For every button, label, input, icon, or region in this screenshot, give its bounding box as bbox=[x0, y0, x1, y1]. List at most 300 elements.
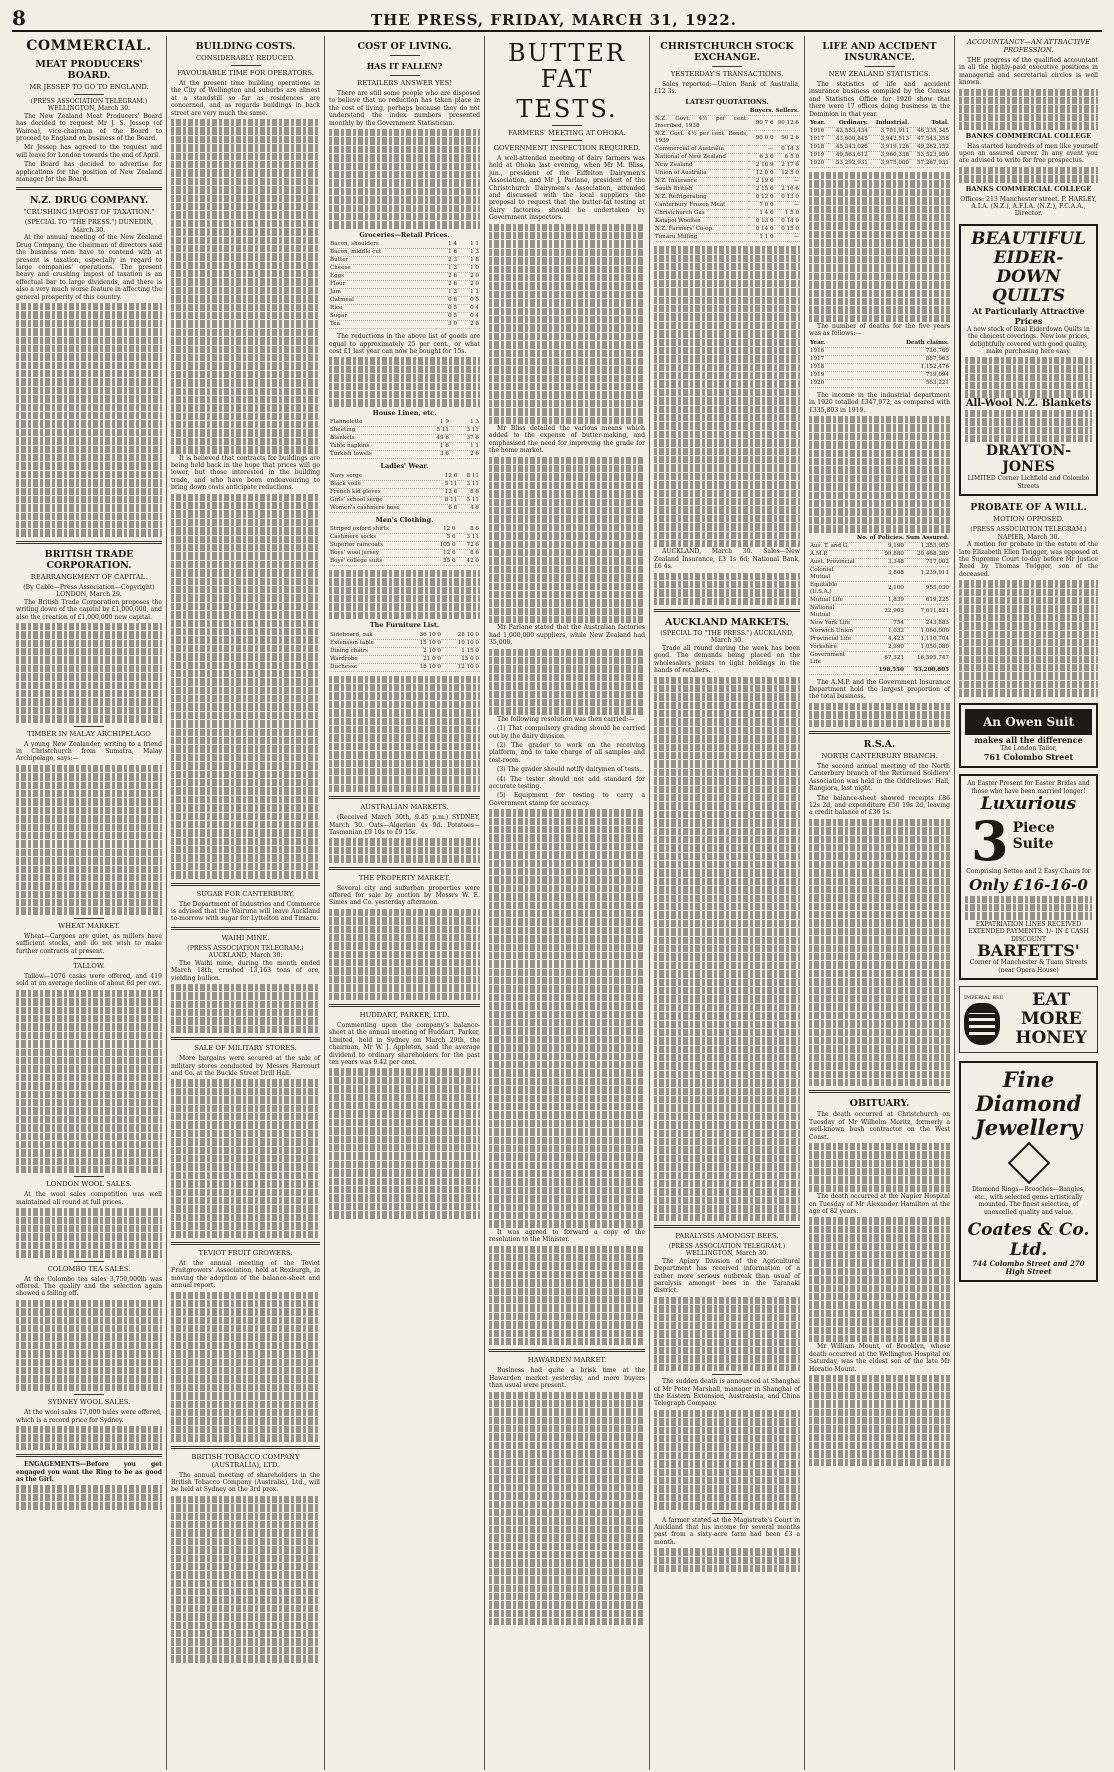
table-cell: 8 11 bbox=[458, 473, 480, 481]
table-cell: 49,262,152 bbox=[910, 144, 950, 152]
table-cell: 1 4 6 bbox=[749, 210, 775, 218]
table-cell: Girls' school serge bbox=[329, 496, 437, 504]
table-cell: 99,880 bbox=[856, 550, 905, 558]
section-heading: COMMERCIAL. bbox=[26, 38, 152, 54]
article-heading: OBITUARY. bbox=[849, 1098, 910, 1110]
article-paragraph: The death occurred at Christchurch on Tuesday of Mr Wilhelm Moritz, formerly a well-known bush contractor on the West Coast. bbox=[809, 1111, 950, 1141]
table-cell: 90 7 6 bbox=[749, 116, 775, 131]
table-row bbox=[329, 526, 480, 534]
article-headline: BUTTER FAT bbox=[508, 39, 626, 93]
offices-table bbox=[809, 535, 950, 675]
table-cell: Kaiapoi Woollen bbox=[654, 218, 749, 226]
dateline: (SPECIAL TO "THE PRESS.") AUCKLAND, March 30. bbox=[660, 630, 794, 645]
table-cell: — bbox=[775, 202, 800, 210]
dateline: (PRESS ASSOCIATION TELEGRAM.) AUCKLAND, March 30. bbox=[187, 944, 304, 960]
ad-text: Diamond Rings—Brooches—Bangles, etc., with selected gems artistically mounted. The finest selection, of unexcelled quality and value. bbox=[972, 1186, 1085, 1216]
article-subheading: COLOMBO TEA SALES. bbox=[47, 1264, 131, 1273]
table-cell: Jam bbox=[329, 289, 436, 297]
table-cell: 6 5 0 bbox=[775, 154, 800, 162]
table-cell: 2 10 0 bbox=[404, 647, 442, 655]
table-cell: Cheese bbox=[329, 265, 436, 273]
article-subheading: THE PROPERTY MARKET. bbox=[358, 873, 451, 882]
table-cell: 0 12 0 bbox=[749, 194, 775, 202]
table-cell: 42 0 bbox=[457, 557, 480, 565]
table-cell: 72 6 bbox=[457, 541, 480, 549]
table-cell: 5 11 bbox=[458, 496, 480, 504]
groceries-table bbox=[329, 241, 480, 329]
table-row bbox=[809, 128, 950, 136]
table-cell: 2 15 6 bbox=[749, 186, 775, 194]
household-table bbox=[329, 419, 480, 459]
table-row bbox=[329, 549, 480, 557]
ad-title: Jewellery bbox=[974, 1115, 1083, 1141]
table-cell: 1 15 0 bbox=[442, 647, 480, 655]
table-cell: 8 6 bbox=[458, 488, 480, 496]
table-cell: 1916 bbox=[809, 347, 848, 355]
article-subheading: AUSTRALIAN MARKETS. bbox=[360, 803, 449, 812]
honey-ad bbox=[959, 986, 1098, 1053]
ad-text: THE progress of the qualified accountant in all the highly-paid executive positions in managerial and secretarial circles is well known. bbox=[959, 57, 1098, 87]
table-header-cell bbox=[654, 108, 749, 116]
table-cell: 3,942,513 bbox=[869, 136, 910, 144]
table-cell: 18 10 0 bbox=[404, 663, 442, 671]
table-cell: 3,348 bbox=[856, 558, 905, 566]
table-cell: 1,152,476 bbox=[848, 363, 950, 371]
article-paragraph: The number of deaths for the five years was as follows:— bbox=[809, 323, 950, 338]
article-paragraph: At the annual meeting of the Teviot Fruitgrowers' Association, held at Roxburgh, in moving the adoption of the balance-sheet and annual report. bbox=[171, 1259, 320, 1290]
article-subheading: HUDDART, PARKER, LTD. bbox=[359, 1011, 450, 1020]
table-cell: 1 3 bbox=[436, 265, 458, 273]
table-cell: 2 16 6 bbox=[775, 186, 800, 194]
table-row bbox=[329, 443, 480, 451]
table-header-cell: Buyers. bbox=[749, 108, 774, 115]
table-cell bbox=[809, 666, 856, 674]
ad-title: Luxurious bbox=[980, 794, 1077, 815]
table-row bbox=[809, 363, 950, 371]
table-row bbox=[809, 550, 950, 558]
table-cell: N.Z. Govt. 4½ per cent. Bonds, 1939 bbox=[655, 131, 748, 145]
ad-text: EXPATRIATION LINES RECEIVED EXTENDED PAYMENTS. 1/- IN £ CASH DISCOUNT bbox=[968, 920, 1089, 943]
ad-subtitle: At Particularly Attractive Prices bbox=[972, 305, 1085, 326]
table-row bbox=[654, 178, 800, 186]
furniture-table bbox=[329, 632, 480, 672]
table-cell: 2,100 bbox=[856, 581, 905, 596]
ad-title: EAT bbox=[1032, 990, 1071, 1011]
dateline: (PRESS ASSOCIATION TELEGRAM.) WELLINGTON, March 30. bbox=[30, 98, 148, 113]
table-cell: 0 4 bbox=[458, 305, 480, 313]
ad-heading: ACCOUNTANCY—AN ATTRACTIVE PROFESSION. bbox=[966, 38, 1091, 54]
ad-heading: BANKS COMMERCIAL COLLEGE bbox=[965, 184, 1092, 193]
table-cell: 3 11 bbox=[458, 480, 480, 488]
article-paragraph: Mr William Mount, of Brooklyn, whose death occurred at the Wellington Hospital on Saturday, was the eldest son of the late Mr Horatio Mount. bbox=[809, 1343, 950, 1373]
ad-text: 744 Colombo Street and 270 High Street bbox=[972, 1259, 1085, 1276]
table-cell: Eggs bbox=[329, 273, 436, 281]
table-header-row bbox=[654, 108, 800, 116]
table-row bbox=[329, 273, 480, 281]
table-cell: 67,321 bbox=[856, 651, 905, 666]
table-cell: Canterbury Frozen Meat bbox=[654, 202, 749, 210]
article-paragraph: At the present time building operations in the City of Wellington and suburbs are almost at a standstill so far as residences are concerned, and as regards buildings in back street are very much the same. bbox=[171, 80, 320, 117]
table-cell: 47,543,358 bbox=[910, 136, 950, 144]
table-row bbox=[809, 136, 950, 144]
table-cell: Bacon, shoulders bbox=[329, 241, 436, 249]
table-cell: 955,030 bbox=[905, 581, 950, 596]
table-row bbox=[329, 647, 480, 655]
article-paragraph: Sales reported:—Union Bank of Australia, £12 3s. bbox=[654, 81, 800, 96]
table-cell: National Mutual bbox=[809, 604, 856, 619]
article-heading: COST OF LIVING. bbox=[357, 41, 452, 52]
table-cell: N.Z. Insurance bbox=[654, 178, 749, 186]
table-cell: 12 6 bbox=[427, 549, 456, 557]
masthead-title: THE PRESS, FRIDAY, MARCH 31, 1922. bbox=[370, 11, 737, 29]
table-cell: National of New Zealand bbox=[654, 154, 749, 162]
resolution-item: (2) The grader to work on the receiving platform, and to take charge of all samples and test-room. bbox=[489, 742, 645, 764]
table-row bbox=[329, 289, 480, 297]
article-heading: MEAT PRODUCERS' BOARD. bbox=[35, 59, 143, 81]
table-cell: 55 0 bbox=[427, 557, 456, 565]
table-cell: 16,595,747 bbox=[905, 651, 950, 666]
eiderdown-ad bbox=[959, 224, 1098, 497]
article-paragraph: Wheat—Cargoes are quiet, as millers have sufficient stocks, and do not wish to make further contracts at present. bbox=[16, 932, 162, 955]
table-cell: 3 0 bbox=[436, 321, 458, 329]
ad-subtitle: All-Wool N.Z. Blankets bbox=[965, 397, 1092, 409]
table-cell: 1919 bbox=[809, 152, 829, 160]
table-cell: 90 12 6 bbox=[775, 116, 800, 131]
table-row bbox=[654, 131, 800, 146]
table-row bbox=[809, 643, 950, 651]
table-cell: 754 bbox=[856, 619, 905, 627]
table-total-row bbox=[809, 666, 950, 674]
ad-text: An Easter Present for Easter Brides and those who have been married longer! bbox=[967, 780, 1090, 795]
table-row bbox=[809, 581, 950, 596]
table-header-cell: Sum Assured. bbox=[905, 534, 949, 541]
article-subheading: "CRUSHING IMPOST OF TAXATION." bbox=[23, 208, 155, 217]
table-cell: 0 6 bbox=[436, 297, 458, 305]
ad-text: Has started hundreds of men like yourself upon an assured career. In any event you are advised to write for free prospectus. bbox=[959, 142, 1098, 165]
table-cell: New Zealand bbox=[654, 162, 749, 170]
article-heading: N.Z. DRUG COMPANY. bbox=[29, 195, 149, 207]
table-row bbox=[329, 297, 480, 305]
article-subheading: YESTERDAY'S TRANSACTIONS. bbox=[670, 70, 784, 78]
table-cell: 2 19 6 bbox=[749, 178, 775, 186]
table-row bbox=[809, 347, 950, 355]
table-cell: Government Life bbox=[809, 651, 856, 666]
dateline: (By Cable—Press Association—Copyright) LONDON, March 29. bbox=[23, 583, 155, 599]
table-cell: 1 8 bbox=[458, 257, 480, 265]
table-cell: 3,960,338 bbox=[869, 152, 910, 160]
ad-big-number: 3 bbox=[971, 814, 1009, 869]
article-paragraph: At the annual meeting of the New Zealand Drug Company, the chairman of directors said the business men have to contend with at present is taxation, especially in regard to large companies' operations. The present heavy and crushing impost of taxation is an effectual bar to large dividends, and there is also a very much worse feature in affecting the general prosperity of this country. bbox=[16, 234, 162, 301]
table-cell: 7 0 0 bbox=[749, 202, 775, 210]
article-subheading: FARMERS' MEETING AT OHOKA. bbox=[508, 129, 626, 137]
table-row bbox=[809, 596, 950, 604]
insurance-totals-table bbox=[809, 120, 950, 168]
article-paragraph: The Apiary Division of the Agricultural Department has received information of a rather more serious outbreak than usual of paralysis amongst bees in the Taranaki district. bbox=[654, 1257, 800, 1295]
table-cell: Oatmeal bbox=[329, 297, 436, 305]
table-row bbox=[654, 226, 800, 234]
dateline: (PRESS ASSOCIATION TELEGRAM.) WELLINGTON, March 30. bbox=[668, 1242, 786, 1258]
table-cell: Extension table bbox=[329, 639, 404, 647]
table-cell: 719,094 bbox=[848, 371, 950, 379]
table-cell: Duchesse bbox=[329, 663, 404, 671]
table-cell: 1 1 bbox=[458, 241, 480, 249]
article-paragraph: Mr Parlane stated that the Australian factories had 1,000,000 suppliers, while New Zealand had 35,000. bbox=[489, 624, 645, 647]
table-cell: 2 0 bbox=[458, 273, 480, 281]
article-paragraph: The Department of Industries and Commerce is advised that the Wairuna will leave Auckland to-morrow with sugar for Lyttelton and Timaru. bbox=[171, 900, 320, 923]
resolution-item: (1) That compulsory grading should be carried out by the dairy division. bbox=[489, 725, 645, 740]
column-stock-exchange bbox=[650, 36, 805, 1770]
table-caption: The Furniture List. bbox=[369, 621, 440, 630]
table-cell: Superior raincoats bbox=[329, 541, 427, 549]
table-cell: Colonial Mutual bbox=[809, 566, 856, 581]
table-cell: 21 0 0 bbox=[404, 655, 442, 663]
article-subheading: LONDON WOOL SALES. bbox=[46, 1180, 132, 1189]
table-cell: 1 0 bbox=[458, 265, 480, 273]
ad-price: Only £16-16-0 bbox=[969, 875, 1088, 894]
ad-title: QUILTS bbox=[991, 285, 1066, 306]
table-header-cell: Ordinary. bbox=[829, 120, 869, 128]
table-header-cell: Industrial. bbox=[869, 120, 910, 128]
table-caption: Groceries—Retail Prices. bbox=[359, 230, 450, 239]
article-heading: CHRISTCHURCH STOCK EXCHANGE. bbox=[660, 41, 794, 63]
table-cell: A.M.P. bbox=[809, 550, 856, 558]
table-cell: 1 1 0 bbox=[749, 234, 775, 242]
table-cell: 1 5 0 bbox=[775, 210, 800, 218]
table-cell: Commercial of Australia bbox=[654, 146, 749, 154]
table-cell: 12 6 bbox=[437, 473, 459, 481]
table-cell: 8 6 bbox=[457, 549, 480, 557]
table-cell: 2 6 bbox=[436, 273, 458, 281]
page-number: 8 bbox=[12, 6, 26, 30]
table-cell: 2 3 bbox=[436, 257, 458, 265]
article-paragraph: The reductions in the above list of goods are equal to approximately 25 per cent., or what cost £1 last year can now be bought for 15s. bbox=[329, 333, 480, 355]
table-cell: Provincial Life bbox=[809, 635, 856, 643]
table-cell: 2 17 6 bbox=[775, 162, 800, 170]
article-paragraph: The A.M.P. and the Government Insurance Department hold the largest proportion of the total business. bbox=[809, 678, 950, 701]
table-cell: 1920 bbox=[809, 379, 848, 387]
ad-title: EIDER-DOWN bbox=[993, 247, 1064, 287]
table-cell: 37 6 bbox=[450, 435, 480, 443]
dateline: (PRESS ASSOCIATION TELEGRAM.) NAPIER, March 30. bbox=[970, 526, 1087, 541]
table-cell: 36 10 0 bbox=[404, 632, 442, 640]
table-cell: 3,808 bbox=[856, 566, 905, 581]
table-cell: 717,002 bbox=[905, 558, 950, 566]
article-paragraph: It is believed that contracts for buildings are being held back in the hope that prices will go lower, but those interested in the building trade, and who have been endeavouring to bring down costs anticipate reductions. bbox=[171, 454, 320, 492]
diamond-jewellery-ad bbox=[959, 1061, 1098, 1282]
table-row bbox=[654, 186, 800, 194]
table-cell: 3,919,126 bbox=[869, 144, 910, 152]
article-paragraph: Several city and suburban properties were offered for sale by auction by Messrs W. E. Simes and Co. yesterday afternoon. bbox=[329, 884, 480, 907]
article-subheading: GOVERNMENT INSPECTION REQUIRED. bbox=[493, 144, 641, 152]
table-cell: 619,225 bbox=[905, 596, 950, 604]
ad-text: The London Tailor, bbox=[1000, 744, 1057, 752]
article-paragraph: The New Zealand Meat Producers' Board has decided to request Mr J. S. Jessep (of Wairoa), vice-chairman of the Board to proceed to England on business of the Board. bbox=[16, 112, 162, 143]
table-cell: Flannelette bbox=[329, 419, 420, 427]
table-cell: Boys' college suits bbox=[329, 557, 427, 565]
table-cell: 12 5 0 bbox=[775, 170, 800, 178]
ad-title: Suite bbox=[1012, 836, 1054, 853]
table-cell: Rice bbox=[329, 305, 436, 313]
table-caption: Men's Clothing. bbox=[375, 515, 434, 524]
article-heading: AUCKLAND MARKETS. bbox=[665, 617, 789, 629]
table-row bbox=[329, 281, 480, 289]
death-claims-table bbox=[809, 340, 950, 388]
article-paragraph: Business had quite a brisk time at the Hawarden market yesterday, and more buyers than usual were present. bbox=[489, 1367, 645, 1390]
article-paragraph: Mr Bliss detailed the various means which added to the expense of butter-making, and emphasised the need for improving the grade for the home market. bbox=[489, 425, 645, 455]
table-cell: Blankets bbox=[329, 435, 420, 443]
barfetts-suite-ad bbox=[959, 774, 1098, 980]
table-header-row bbox=[809, 535, 950, 543]
column-butter-fat bbox=[485, 36, 650, 1770]
table-cell: 726,769 bbox=[848, 347, 950, 355]
table-row bbox=[329, 655, 480, 663]
table-row bbox=[809, 542, 950, 550]
table-cell: 1 3 bbox=[458, 249, 480, 257]
table-row bbox=[654, 202, 800, 210]
table-cell: 10 10 0 bbox=[442, 639, 480, 647]
table-cell: 0 14 0 bbox=[775, 218, 800, 226]
table-row bbox=[654, 170, 800, 178]
resolution-item: (3) The grader should notify dairymen of tests. bbox=[497, 766, 642, 774]
ad-text: LIMITED Corner Lichfield and Colombo Streets bbox=[967, 475, 1090, 490]
table-cell: 53,292,931 bbox=[829, 160, 869, 168]
table-cell: 5 11 bbox=[437, 480, 459, 488]
article-heading: LIFE AND ACCIDENT INSURANCE. bbox=[822, 41, 937, 63]
table-cell: Boys' wool jersey bbox=[329, 549, 427, 557]
article-paragraph: The Waihi mine, during the month ended March 18th, crushed 13,163 tons of ore, yielding bullion. bbox=[171, 959, 320, 982]
table-row bbox=[329, 241, 480, 249]
table-row bbox=[809, 651, 950, 666]
table-cell: 12 10 0 bbox=[442, 663, 480, 671]
table-cell: 1,110,704 bbox=[905, 635, 950, 643]
article-subheading: WAIHI MINE. bbox=[221, 933, 270, 942]
table-cell: South British bbox=[654, 186, 749, 194]
article-paragraph: The death occurred at the Napier Hospital on Tuesday of Mr Alexander Hamilton at the age of 82 years. bbox=[809, 1193, 950, 1216]
article-subheading: RETAILERS ANSWER YES! bbox=[357, 79, 452, 87]
table-caption: Ladies' Wear. bbox=[380, 462, 429, 471]
column-commercial bbox=[12, 36, 167, 1770]
ad-title: An Owen Suit bbox=[965, 709, 1092, 735]
table-cell: 5 11 bbox=[420, 427, 450, 435]
table-header-cell: Sellers. bbox=[775, 108, 799, 115]
table-cell: 0 14 0 bbox=[749, 226, 775, 234]
table-row bbox=[329, 473, 480, 481]
table-cell: 1 6 bbox=[436, 249, 458, 257]
table-header-cell: Total. bbox=[910, 120, 950, 128]
table-cell: 1 1 bbox=[450, 443, 480, 451]
article-subheading: MOTION OPPOSED. bbox=[993, 515, 1064, 524]
table-cell: 15 10 0 bbox=[404, 639, 442, 647]
article-subheading: SYDNEY WOOL SALES. bbox=[47, 1398, 131, 1407]
article-paragraph: The Board has decided to advertise for applications for the position of New Zealand manager for the Board. bbox=[16, 161, 162, 184]
column-insurance bbox=[805, 36, 955, 1770]
table-cell: 1 3 bbox=[436, 289, 458, 297]
table-cell: 4 6 bbox=[458, 504, 480, 512]
article-paragraph: A motion for probate in the estate of the late Elizabeth Ellen Twigger, was opposed at the Supreme Court to-day before Mr Justice Reed by Thomas Twigger, son of the deceased. bbox=[959, 541, 1098, 578]
table-cell: N.Z. Farmers' Co-op. bbox=[654, 226, 749, 234]
article-paragraph: The statistics of life and accident insurance business compiled by the Census and Statistics Office for 1920 show that there were 17 offices doing business in the Dominion in that year. bbox=[809, 81, 950, 118]
ad-text: Offices: 213 Manchester street. P. HARLEY, A.I.A. (N.Z.), A.F.I.A. (N.Z.), F.C.A.A., Director. bbox=[960, 195, 1097, 218]
owen-suit-ad bbox=[959, 703, 1098, 769]
table-row bbox=[329, 427, 480, 435]
table-cell: Turkish towels bbox=[329, 451, 420, 459]
article-paragraph: The annual meeting of shareholders in the British Tobacco Company (Australia), Ltd., will be held at Sydney on the 3rd prox. bbox=[171, 1471, 320, 1494]
article-paragraph: A farmer stated at the Magistrate's Court in Auckland that his income for several months past from a sixty-acre farm had been £3 a month. bbox=[654, 1516, 800, 1546]
article-subheading: HAS IT FALLEN? bbox=[366, 61, 443, 71]
table-cell: Norwich Union bbox=[809, 627, 856, 635]
table-row bbox=[329, 321, 480, 329]
article-paragraph: At the wool sales 17,000 bales were offered, which is a record price for Sydney. bbox=[16, 1409, 162, 1424]
table-cell: 0 5 bbox=[436, 305, 458, 313]
ad-brand: Coates & Co. Ltd. bbox=[967, 1220, 1090, 1261]
table-row bbox=[329, 533, 480, 541]
table-cell: 49 6 bbox=[420, 435, 450, 443]
table-row bbox=[809, 160, 950, 168]
table-cell: 1917 bbox=[809, 355, 848, 363]
table-cell: 46,335,345 bbox=[910, 128, 950, 136]
table-cell: N.Z. Refrigerating bbox=[654, 194, 749, 202]
table-cell: 1 6 bbox=[420, 443, 450, 451]
ad-text: Comprising Settee and 2 Easy Chairs for bbox=[966, 868, 1091, 876]
ad-title: Piece bbox=[1012, 820, 1055, 837]
article-paragraph: The following resolution was then carried:— bbox=[497, 715, 635, 723]
ad-heading: BANKS COMMERCIAL COLLEGE bbox=[965, 131, 1092, 140]
table-cell: — bbox=[749, 146, 775, 154]
table-cell: 1919 bbox=[809, 371, 848, 379]
article-subheading: REARRANGEMENT OF CAPITAL. bbox=[30, 572, 148, 581]
ad-brand: BARFETTS' bbox=[977, 941, 1080, 961]
table-row bbox=[329, 305, 480, 313]
table-cell: Flour bbox=[329, 281, 436, 289]
table-row bbox=[329, 557, 480, 565]
table-cell: Timaru Milling bbox=[654, 234, 749, 242]
table-cell: Aus. T. and G. bbox=[809, 542, 856, 550]
ad-text: Corner of Manchester & Tuam Streets (near Opera House) bbox=[969, 959, 1088, 974]
ad-text: A new stock of Real Eiderdown Quilts in the choicest coverings. New low prices, delightfully covered with good quality, make purchasing here easy. bbox=[967, 325, 1090, 356]
table-cell: Navy serge bbox=[329, 473, 437, 481]
table-row bbox=[329, 435, 480, 443]
table-cell: 198,550 bbox=[856, 666, 905, 674]
table-cell: 12 0 0 bbox=[749, 170, 775, 178]
table-row bbox=[329, 663, 480, 671]
table-cell: 0 14 3 bbox=[775, 146, 800, 154]
table-cell: 1,050,080 bbox=[905, 643, 950, 651]
table-cell: Sugar bbox=[329, 313, 436, 321]
article-paragraph: Tallow—1076 casks were offered, and 419 sold at an average decline of about 6d per cwt. bbox=[16, 973, 162, 988]
table-cell: 1 1 bbox=[458, 289, 480, 297]
table-row bbox=[329, 265, 480, 273]
table-row bbox=[329, 451, 480, 459]
table-cell: 49,563,612 bbox=[829, 152, 869, 160]
table-cell: 1,355,955 bbox=[905, 542, 950, 550]
article-paragraph: At the wool sales competition was well maintained all round at full prices. bbox=[16, 1191, 162, 1206]
table-row bbox=[329, 488, 480, 496]
table-cell: Butter bbox=[329, 257, 436, 265]
table-cell: 1916 bbox=[809, 128, 829, 136]
ad-brand: DRAYTON-JONES bbox=[985, 443, 1072, 476]
table-cell: 1920 bbox=[809, 160, 829, 168]
table-cell: 1,032 bbox=[856, 627, 905, 635]
table-row bbox=[329, 419, 480, 427]
table-header-cell bbox=[809, 535, 856, 543]
resolution-item: (4) The tester should not add standard for accurate testing. bbox=[489, 775, 645, 791]
quotations-table bbox=[654, 108, 800, 242]
table-cell: 28 10 0 bbox=[442, 632, 480, 640]
table-row bbox=[809, 635, 950, 643]
table-cell: 3 6 bbox=[420, 451, 450, 459]
table-cell: 6 3 6 bbox=[749, 154, 775, 162]
article-subheading: TEVIOT FRUIT GROWERS. bbox=[198, 1248, 293, 1257]
